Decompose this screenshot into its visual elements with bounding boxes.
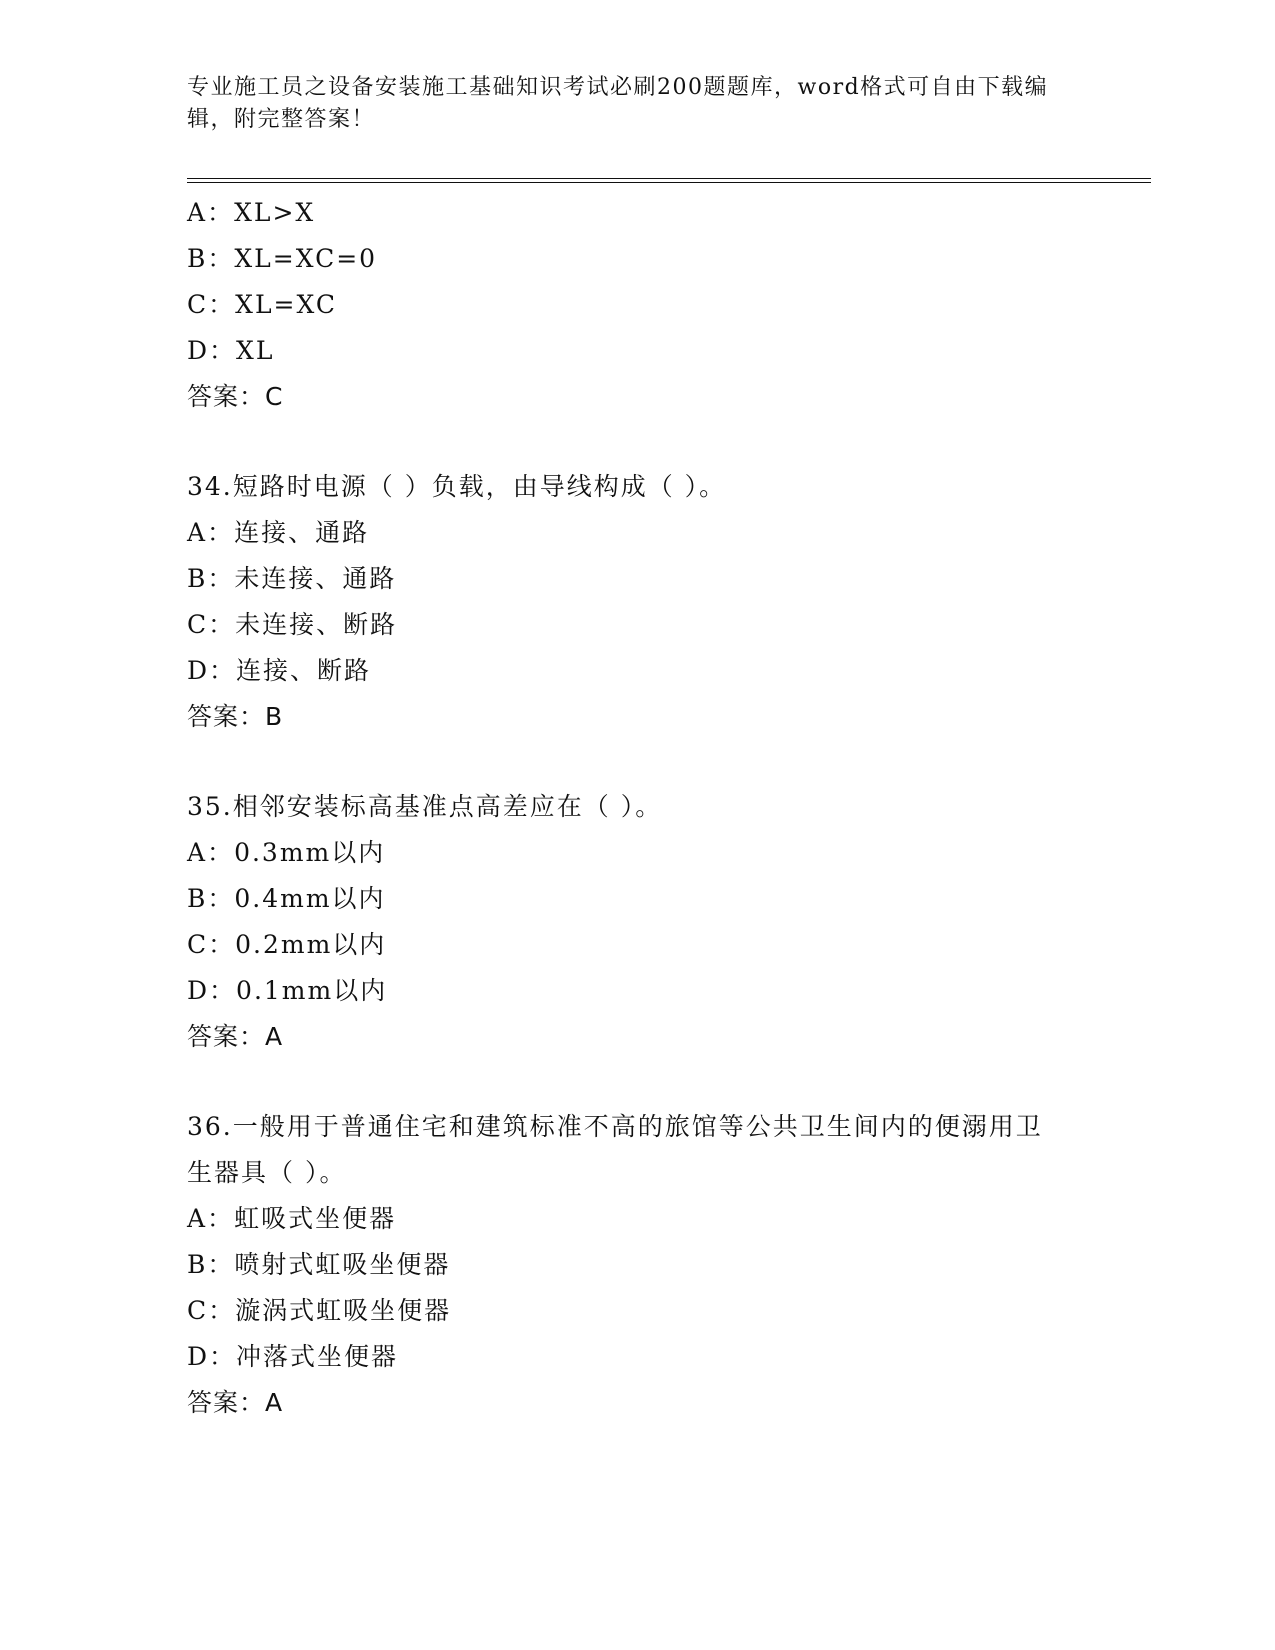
option-b — [187, 1242, 1087, 1288]
option-key: C： — [187, 1296, 236, 1325]
option-a — [187, 1196, 1087, 1242]
document-header: 专业施工员之设备安装施工基础知识考试必刷200题题库，word格式可自由下载编辑，附完整答案！ — [187, 75, 1049, 132]
option-key: D： — [187, 976, 237, 1005]
question-36 — [187, 1104, 1087, 1426]
option-d — [187, 328, 1087, 374]
option-text: 连接、断路 — [236, 656, 372, 685]
option-key: D： — [187, 656, 237, 685]
option-b — [187, 876, 1087, 922]
option-key: A： — [187, 198, 235, 227]
option-key: A： — [187, 518, 235, 547]
option-text: 连接、通路 — [234, 518, 370, 547]
question-text: 36.一般用于普通住宅和建筑标准不高的旅馆等公共卫生间内的便溺用卫生器具（ ）。 — [187, 1112, 1043, 1187]
option-key: B： — [187, 244, 235, 273]
option-key: A： — [187, 1204, 235, 1233]
option-text: 虹吸式坐便器 — [234, 1204, 397, 1233]
header-divider-top — [187, 178, 1151, 179]
answer-line: 答案：B — [187, 702, 284, 731]
answer-line: 答案：A — [187, 1022, 284, 1051]
question-text: 35.相邻安装标高基准点高差应在（ ）。 — [187, 792, 663, 821]
option-text: 0.4mm以内 — [234, 884, 386, 913]
option-text: 未连接、通路 — [234, 564, 397, 593]
option-a — [187, 190, 1087, 236]
option-text: XL=XC=0 — [234, 244, 378, 273]
option-key: B： — [187, 884, 235, 913]
option-c — [187, 602, 1087, 648]
question-list — [187, 190, 1087, 1426]
spacer — [187, 740, 1087, 784]
option-text: XL — [236, 336, 275, 365]
option-key: B： — [187, 1250, 235, 1279]
question-33 — [187, 190, 1087, 420]
question-35 — [187, 784, 1087, 1060]
option-text: 0.3mm以内 — [234, 838, 386, 867]
option-text: 0.1mm以内 — [236, 976, 388, 1005]
option-text: XL=XC — [235, 290, 337, 319]
header-divider-bottom — [187, 182, 1151, 183]
option-d — [187, 1334, 1087, 1380]
option-key: A： — [187, 838, 235, 867]
option-text: 未连接、断路 — [235, 610, 398, 639]
option-a — [187, 510, 1087, 556]
option-b — [187, 236, 1087, 282]
option-text: 冲落式坐便器 — [236, 1342, 399, 1371]
option-key: C： — [187, 930, 236, 959]
option-key: C： — [187, 610, 236, 639]
question-text: 34.短路时电源（ ）负载，由导线构成（ ）。 — [187, 472, 727, 501]
option-key: D： — [187, 336, 237, 365]
answer-line: 答案：A — [187, 1388, 284, 1417]
option-d — [187, 648, 1087, 694]
answer-line: 答案：C — [187, 382, 284, 411]
option-text: 漩涡式虹吸坐便器 — [235, 1296, 452, 1325]
option-c — [187, 282, 1087, 328]
option-a — [187, 830, 1087, 876]
spacer — [187, 1060, 1087, 1104]
option-c — [187, 922, 1087, 968]
option-key: D： — [187, 1342, 237, 1371]
option-text: 喷射式虹吸坐便器 — [234, 1250, 451, 1279]
question-34 — [187, 464, 1087, 740]
option-key: C： — [187, 290, 236, 319]
spacer — [187, 420, 1087, 464]
option-b — [187, 556, 1087, 602]
option-d — [187, 968, 1087, 1014]
option-key: B： — [187, 564, 235, 593]
option-c — [187, 1288, 1087, 1334]
option-text: XL>X — [234, 198, 316, 227]
option-text: 0.2mm以内 — [235, 930, 387, 959]
